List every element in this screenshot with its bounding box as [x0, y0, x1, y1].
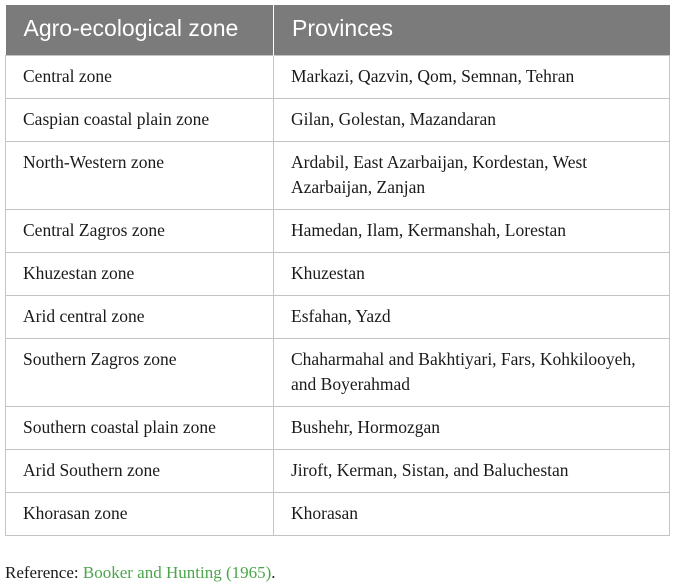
- zones-table-container: [5, 5, 669, 536]
- provinces-cell: Esfahan, Yazd: [274, 295, 670, 338]
- provinces-cell: Jiroft, Kerman, Sistan, and Baluchestan: [274, 449, 670, 492]
- table-header-row: [6, 5, 670, 55]
- zone-cell: Southern coastal plain zone: [6, 406, 274, 449]
- table-row: [6, 295, 670, 338]
- table-row: [6, 252, 670, 295]
- table-row: [6, 98, 670, 141]
- reference-link[interactable]: Booker and Hunting (1965): [82, 563, 272, 582]
- provinces-cell: Hamedan, Ilam, Kermanshah, Lorestan: [274, 209, 670, 252]
- zone-cell: Central zone: [6, 55, 274, 98]
- zone-cell: Khorasan zone: [6, 492, 274, 535]
- zone-cell: Caspian coastal plain zone: [6, 98, 274, 141]
- header-provinces: Provinces: [274, 5, 670, 55]
- footnote-prefix: Reference:: [5, 563, 83, 582]
- provinces-cell: Ardabil, East Azarbaijan, Kordestan, West Azarbaijan, Zanjan: [274, 141, 670, 209]
- provinces-cell: Markazi, Qazvin, Qom, Semnan, Tehran: [274, 55, 670, 98]
- table-row: [6, 209, 670, 252]
- provinces-cell: Khorasan: [274, 492, 670, 535]
- table-row: [6, 338, 670, 406]
- provinces-cell: Khuzestan: [274, 252, 670, 295]
- table-footnote: [5, 562, 276, 584]
- provinces-cell: Gilan, Golestan, Mazandaran: [274, 98, 670, 141]
- provinces-cell: Bushehr, Hormozgan: [274, 406, 670, 449]
- zone-cell: Arid Southern zone: [6, 449, 274, 492]
- table-row: [6, 55, 670, 98]
- zone-cell: Arid central zone: [6, 295, 274, 338]
- zone-cell: Khuzestan zone: [6, 252, 274, 295]
- table-row: [6, 449, 670, 492]
- zones-table: [5, 5, 670, 536]
- header-zone: Agro-ecological zone: [6, 5, 274, 55]
- provinces-cell: Chaharmahal and Bakhtiyari, Fars, Kohkilooyeh, and Boyerahmad: [274, 338, 670, 406]
- table-row: [6, 492, 670, 535]
- table-row: [6, 141, 670, 209]
- table-row: [6, 406, 670, 449]
- footnote-suffix: .: [271, 563, 276, 582]
- zone-cell: Southern Zagros zone: [6, 338, 274, 406]
- zone-cell: North-Western zone: [6, 141, 274, 209]
- zone-cell: Central Zagros zone: [6, 209, 274, 252]
